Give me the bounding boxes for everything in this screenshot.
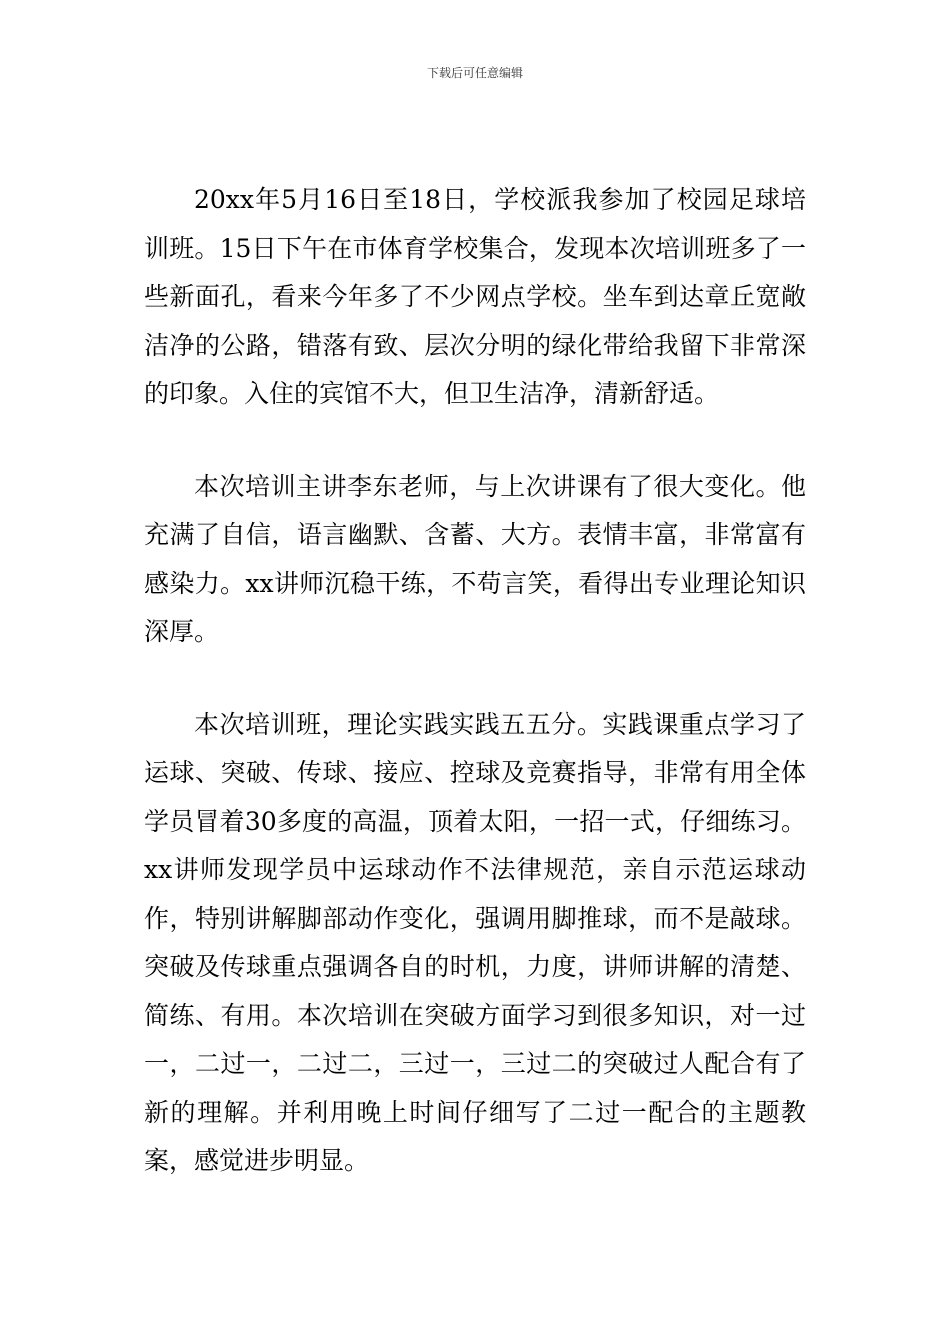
paragraph-3: 本次培训班，理论实践实践五五分。实践课重点学习了运球、突破、传球、接应、控球及竞赛指导，非常有用全体学员冒着30多度的高温，顶着太阳，一招一式，仔细练习。xx讲师发现学员中运球动作不法律规范，亲自示范运球动作，特别讲解脚部动作变化，强调用脚推球，而不是敲球。突破及传球重点强调各自的时机，力度，讲师讲解的清楚、简练、有用。本次培训在突破方面学习到很多知识，对一过一，二过一，二过二，三过一，三过二的突破过人配合有了新的理解。并利用晚上时间仔细写了二过一配合的主题教案，感觉进步明显。 — [144, 709, 806, 1175]
document-body — [144, 176, 806, 1186]
paragraph-2: 本次培训主讲李东老师，与上次讲课有了很大变化。他充满了自信，语言幽默、含蓄、大方。表情丰富，非常富有感染力。xx讲师沉稳干练，不苟言笑，看得出专业理论知识深厚。 — [144, 471, 806, 646]
paragraph-1: 20xx年5月16日至18日，学校派我参加了校园足球培训班。15日下午在市体育学校集合，发现本次培训班多了一些新面孔，看来今年多了不少网点学校。坐车到达章丘宽敞洁净的公路，错落有致、层次分明的绿化带给我留下非常深的印象。入住的宾馆不大，但卫生洁净，清新舒适。 — [144, 185, 806, 408]
page-header-note: 下载后可任意编辑 — [426, 66, 523, 80]
